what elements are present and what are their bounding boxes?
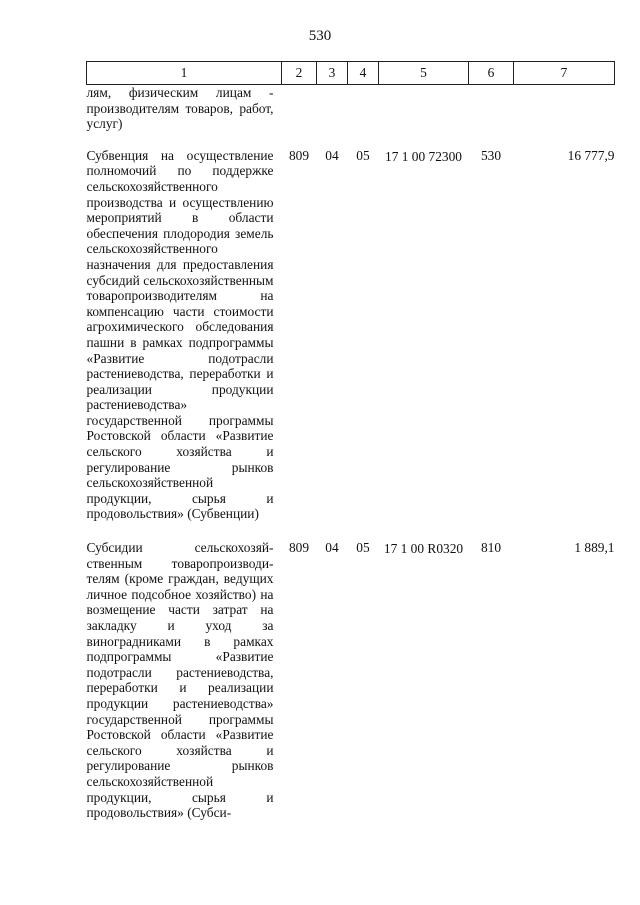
section-code-cell: 04: [325, 540, 339, 556]
ministry-code-cell: 809: [288, 147, 310, 163]
expense-type-cell: 530: [480, 147, 502, 163]
table-row: [87, 540, 615, 839]
row-name-cell: Субвенция на осуществление полномочий по поддержке сельскохозяйственного производства и осуществлению мероприятий в области обеспечения плодородия земель сельскохозяйственного назначения для предоставления субсидий сельскохозяйственным товаропроизводителям на компенсацию части стоимости агрохимического обследования пашни в рамках подпрограммы «Развитие подотрасли растениеводства, переработки и реализации продукции растениеводства» государственной программы Ростовской области «Развитие сельского хозяйства и регулирование рынков сельскохозяйственной продукции, сырья и продовольствия» (Субвенции): [86, 147, 274, 522]
expense-type-cell: [469, 85, 514, 148]
target-code-cell: 17 1 00 R0320: [383, 541, 464, 557]
column-header-5: 5: [379, 62, 469, 85]
target-code-cell: 17 1 00 72300: [385, 148, 462, 164]
section-code-cell: [317, 85, 348, 148]
amount-cell: [514, 85, 615, 148]
column-header-1: 1: [87, 62, 282, 85]
subsection-code-cell: [348, 85, 379, 148]
row-name-cell: лям, физическим лицам - производителям товаров, работ, услуг): [86, 85, 274, 132]
table-row: [87, 85, 615, 148]
column-header-6: 6: [469, 62, 514, 85]
row-name-cell: Субсидии сельскохозяйственным товаропроизводителям (кроме граждан, ведущих личное подсобное хозяйство) на возмещение части затрат на закладку и уход за виноградниками в рамках подпрограммы «Развитие подотрасли растениеводства, переработки и реализации продукции растениеводства» государственной программы Ростовской области «Развитие сельского хозяйства и регулирование рынков сельскохозяйственной продукции, сырья и продовольствия» (Субси-: [86, 540, 274, 821]
page-number: 530: [308, 28, 332, 44]
column-header-7: 7: [514, 62, 615, 85]
expense-type-cell: 810: [480, 540, 502, 556]
column-header-2: 2: [282, 62, 317, 85]
budget-table: [86, 61, 615, 839]
amount-cell: 16 777,9: [567, 147, 615, 163]
target-code-cell: [379, 85, 469, 148]
table-header-row: [87, 62, 615, 85]
ministry-code-cell: 809: [288, 540, 310, 556]
ministry-code-cell: [282, 85, 317, 148]
subsection-code-cell: 05: [356, 540, 370, 556]
column-header-3: 3: [317, 62, 348, 85]
column-header-4: 4: [348, 62, 379, 85]
amount-cell: 1 889,1: [574, 540, 615, 556]
subsection-code-cell: 05: [356, 147, 370, 163]
table-row: [87, 148, 615, 540]
section-code-cell: 04: [325, 147, 339, 163]
